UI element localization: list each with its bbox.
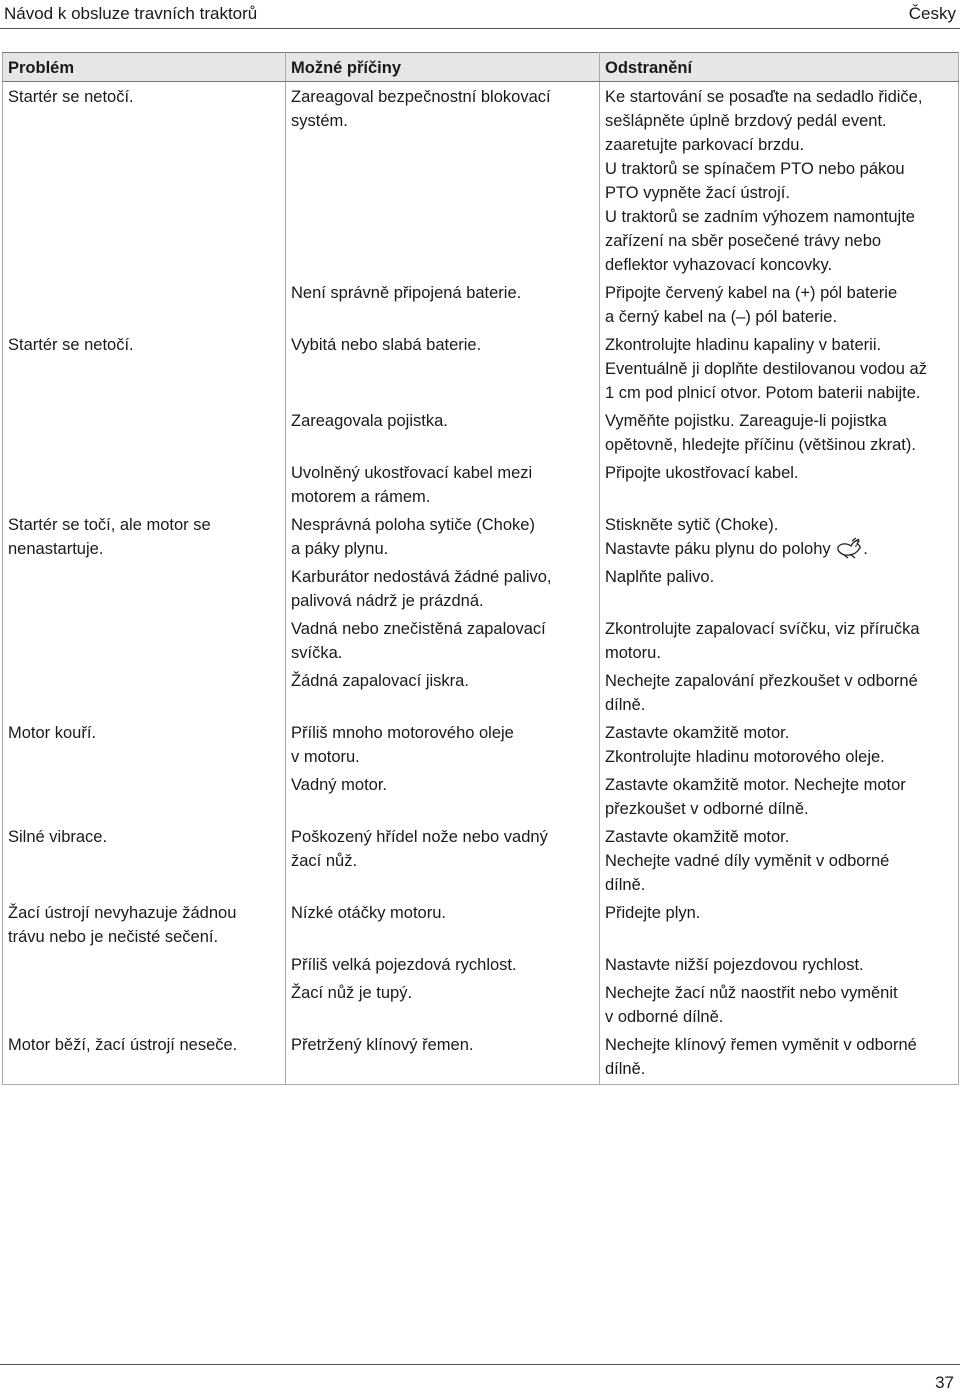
remedy-cell	[600, 822, 959, 898]
text-line: Zkontrolujte hladinu motorového oleje.	[605, 748, 885, 766]
remedy-cell	[600, 510, 959, 562]
text-line: Motor běží, žací ústrojí neseče.	[8, 1036, 238, 1054]
cause-cell	[286, 614, 600, 666]
text-line: Naplňte palivo.	[605, 568, 715, 586]
text-line: Přidejte plyn.	[605, 904, 701, 922]
cause-cell	[286, 562, 600, 614]
text-line: dílně.	[605, 1060, 646, 1078]
table-row	[3, 822, 959, 898]
text-line: nenastartuje.	[8, 540, 104, 558]
text-line: PTO vypněte žací ústrojí.	[605, 184, 790, 202]
text-line: Motor kouří.	[8, 724, 97, 742]
problem-cell	[3, 614, 286, 666]
table-row	[3, 718, 959, 770]
text-line: Ke startování se posaďte na sedadlo řidiče,	[605, 88, 923, 106]
text-line: 1 cm pod plnicí otvor. Potom baterii nabijte.	[605, 384, 921, 402]
cause-cell	[286, 278, 600, 330]
text-line: Vadná nebo znečistěná zapalovací	[291, 620, 546, 638]
table-row	[3, 406, 959, 458]
remedy-cell	[600, 718, 959, 770]
cause-cell	[286, 406, 600, 458]
text-line: Zkontrolujte zapalovací svíčku, viz příručka	[605, 620, 920, 638]
cause-cell	[286, 950, 600, 978]
text-line: motoru.	[605, 644, 661, 662]
remedy-cell	[600, 458, 959, 510]
problem-cell	[3, 822, 286, 898]
text-line: žací nůž.	[291, 852, 358, 870]
manual-title: Návod k obsluze travních traktorů	[4, 4, 258, 23]
text-line: trávu nebo je nečisté sečení.	[8, 928, 219, 946]
text-line: dílně.	[605, 696, 646, 714]
remedy-cell	[600, 82, 959, 279]
text-line: a páky plynu.	[291, 540, 389, 558]
text-line: Zareagovala pojistka.	[291, 412, 448, 430]
problem-cell	[3, 458, 286, 510]
text-line: Nechejte vadné díly vyměnit v odborné	[605, 852, 890, 870]
problem-cell	[3, 978, 286, 1030]
table-row	[3, 666, 959, 718]
page-header	[0, 0, 960, 29]
text-line: Příliš mnoho motorového oleje	[291, 724, 514, 742]
remedy-cell	[600, 978, 959, 1030]
text-line: Nastavte páku plynu do polohy	[605, 540, 831, 558]
text-line: sešlápněte úplně brzdový pedál event.	[605, 112, 887, 130]
text-line: Nesprávná poloha sytiče (Choke)	[291, 516, 535, 534]
column-header-causes: Možné příčiny	[286, 53, 600, 82]
text-line: Příliš velká pojezdová rychlost.	[291, 956, 517, 974]
text-line: Eventuálně ji doplňte destilovanou vodou až	[605, 360, 927, 378]
text-line: motorem a rámem.	[291, 488, 431, 506]
problem-cell	[3, 718, 286, 770]
table-row	[3, 898, 959, 950]
text-line: Nechejte klínový řemen vyměnit v odborné	[605, 1036, 917, 1054]
text-line: Uvolněný ukostřovací kabel mezi	[291, 464, 533, 482]
text-line: Startér se točí, ale motor se	[8, 516, 211, 534]
cause-cell	[286, 510, 600, 562]
problem-cell	[3, 770, 286, 822]
text-line: Vadný motor.	[291, 776, 387, 794]
text-line: Zastavte okamžitě motor.	[605, 828, 790, 846]
remedy-cell	[600, 950, 959, 978]
remedy-cell	[600, 1030, 959, 1085]
text-line: zařízení na sběr posečené trávy nebo	[605, 232, 882, 250]
language-label: Česky	[908, 4, 956, 23]
text-line: Žací ústrojí nevyhazuje žádnou	[8, 904, 237, 922]
remedy-cell	[600, 666, 959, 718]
text-line: Zastavte okamžitě motor.	[605, 724, 790, 742]
hare-throttle-icon	[835, 537, 863, 559]
problem-cell	[3, 898, 286, 950]
table-body	[3, 82, 959, 1085]
problem-cell	[3, 666, 286, 718]
text-line: Karburátor nedostává žádné palivo,	[291, 568, 552, 586]
text-line: Žací nůž je tupý.	[291, 984, 413, 1002]
cause-cell	[286, 718, 600, 770]
problem-cell	[3, 1030, 286, 1085]
table-row	[3, 458, 959, 510]
text-line: v motoru.	[291, 748, 360, 766]
cause-cell	[286, 822, 600, 898]
remedy-cell	[600, 898, 959, 950]
text-line: Vybitá nebo slabá baterie.	[291, 336, 482, 354]
text-line: Není správně připojená baterie.	[291, 284, 522, 302]
cause-cell	[286, 330, 600, 406]
text-line: Zkontrolujte hladinu kapaliny v baterii.	[605, 336, 882, 354]
cause-cell	[286, 1030, 600, 1085]
text-line: Stiskněte sytič (Choke).	[605, 516, 779, 534]
text-line: přezkoušet v odborné dílně.	[605, 800, 809, 818]
table-row	[3, 770, 959, 822]
page-number: 37	[935, 1373, 954, 1392]
text-line: U traktorů se zadním výhozem namontujte	[605, 208, 915, 226]
table-row	[3, 1030, 959, 1085]
text-line: Připojte ukostřovací kabel.	[605, 464, 799, 482]
text-line: systém.	[291, 112, 348, 130]
problem-cell	[3, 278, 286, 330]
problem-cell	[3, 950, 286, 978]
problem-cell	[3, 330, 286, 406]
text-line: Nechejte zapalování přezkoušet v odborné	[605, 672, 918, 690]
problem-cell	[3, 82, 286, 279]
table-row	[3, 950, 959, 978]
text-line: Přetržený klínový řemen.	[291, 1036, 474, 1054]
text-line: Startér se netočí.	[8, 88, 134, 106]
table-row	[3, 978, 959, 1030]
text-line: Zareagoval bezpečnostní blokovací	[291, 88, 551, 106]
remedy-cell	[600, 406, 959, 458]
page-footer	[0, 1364, 960, 1392]
remedy-cell	[600, 770, 959, 822]
text-line-suffix: .	[863, 540, 868, 558]
problem-cell	[3, 562, 286, 614]
remedy-cell	[600, 330, 959, 406]
text-line: opětovně, hledejte příčinu (většinou zkrat).	[605, 436, 916, 454]
cause-cell	[286, 666, 600, 718]
cause-cell	[286, 82, 600, 279]
text-line: Poškozený hřídel nože nebo vadný	[291, 828, 548, 846]
text-line: Nechejte žací nůž naostřit nebo vyměnit	[605, 984, 898, 1002]
text-line: Nastavte nižší pojezdovou rychlost.	[605, 956, 864, 974]
cause-cell	[286, 770, 600, 822]
text-line: Silné vibrace.	[8, 828, 108, 846]
remedy-cell	[600, 614, 959, 666]
text-line: Startér se netočí.	[8, 336, 134, 354]
table-row	[3, 614, 959, 666]
text-line: zaaretujte parkovací brzdu.	[605, 136, 805, 154]
table-row	[3, 330, 959, 406]
table-row	[3, 562, 959, 614]
text-line: U traktorů se spínačem PTO nebo pákou	[605, 160, 905, 178]
text-line: dílně.	[605, 876, 646, 894]
remedy-cell	[600, 278, 959, 330]
text-line: Vyměňte pojistku. Zareaguje-li pojistka	[605, 412, 887, 430]
text-line: Připojte červený kabel na (+) pól baterie	[605, 284, 898, 302]
text-line: palivová nádrž je prázdná.	[291, 592, 484, 610]
text-line: Žádná zapalovací jiskra.	[291, 672, 469, 690]
remedy-cell	[600, 562, 959, 614]
column-header-problem: Problém	[3, 53, 286, 82]
text-line: v odborné dílně.	[605, 1008, 724, 1026]
text-line: svíčka.	[291, 644, 343, 662]
cause-cell	[286, 898, 600, 950]
text-line: Nízké otáčky motoru.	[291, 904, 446, 922]
text-line: a černý kabel na (–) pól baterie.	[605, 308, 838, 326]
cause-cell	[286, 978, 600, 1030]
table-row	[3, 278, 959, 330]
troubleshooting-table	[2, 52, 959, 1085]
problem-cell	[3, 510, 286, 562]
cause-cell	[286, 458, 600, 510]
problem-cell	[3, 406, 286, 458]
text-line: deflektor vyhazovací koncovky.	[605, 256, 833, 274]
table-row	[3, 510, 959, 562]
column-header-remedy: Odstranění	[600, 53, 959, 82]
table-header-row	[3, 53, 959, 82]
text-line: Zastavte okamžitě motor. Nechejte motor	[605, 776, 906, 794]
table-row	[3, 82, 959, 279]
